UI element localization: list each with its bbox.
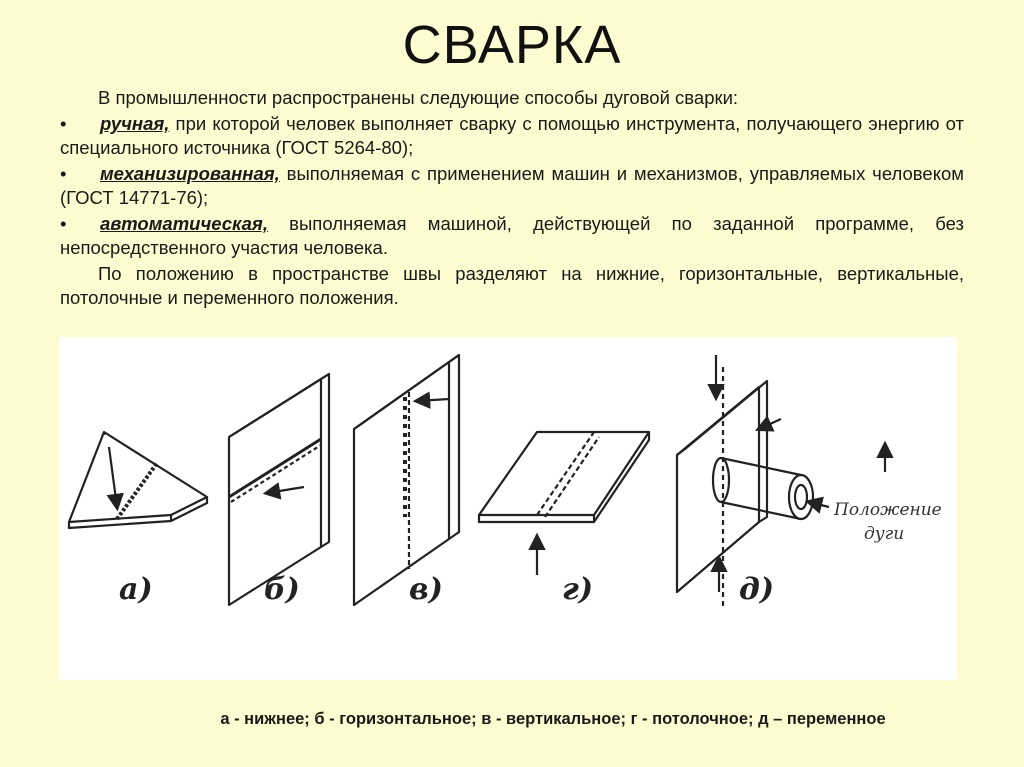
arc-position-label: Положение [834, 500, 942, 520]
slide-title: СВАРКА [402, 15, 622, 75]
label-g: г) [562, 572, 594, 607]
label-v: в) [409, 572, 443, 607]
bullet-text: выполняемая машиной, действующей по заданной программе, без непосредственного участия человека. [60, 213, 964, 258]
bullet-marker: • [60, 213, 67, 234]
body-text [60, 86, 964, 312]
weld-positions-diagram [59, 337, 957, 680]
bullet-mechanized [60, 162, 964, 210]
keyword-manual: ручная, [100, 113, 170, 134]
plate-flat-diagram [69, 432, 207, 528]
bullet-automatic [60, 212, 964, 260]
figure-caption: а - нижнее; б - горизонтальное; в - вертикальное; г - потолочное; д – переменное [220, 710, 886, 728]
label-a: а) [119, 572, 153, 607]
bullet-marker: • [60, 163, 67, 184]
label-d: д) [739, 572, 775, 607]
keyword-mechanized: механизированная, [100, 163, 280, 184]
plate-overhead-diagram [479, 432, 649, 575]
bullet-text: при которой человек выполняет сварку с помощью инструмента, получающего энергию от специального источника (ГОСТ 5264-80); [60, 113, 964, 158]
plate-vertical-diagram [354, 355, 459, 605]
weld-positions-figure [59, 337, 957, 680]
keyword-automatic: автоматическая, [100, 213, 268, 234]
intro-paragraph: В промышленности распространены следующие способы дуговой сварки: [98, 87, 739, 108]
arc-position-label-line2: дуги [864, 524, 905, 544]
positions-paragraph: По положению в пространстве швы разделяют на нижние, горизонтальные, вертикальные, потолочные и переменного положения. [60, 263, 964, 308]
bullet-text: выполняемая с применением машин и механизмов, управляемых человеком (ГОСТ 14771-76); [60, 163, 964, 208]
label-b: б) [264, 572, 300, 607]
plate-horizontal-diagram [229, 374, 329, 605]
bullet-manual [60, 112, 964, 160]
bullet-marker: • [60, 113, 67, 134]
plate-variable-diagram [677, 355, 885, 607]
